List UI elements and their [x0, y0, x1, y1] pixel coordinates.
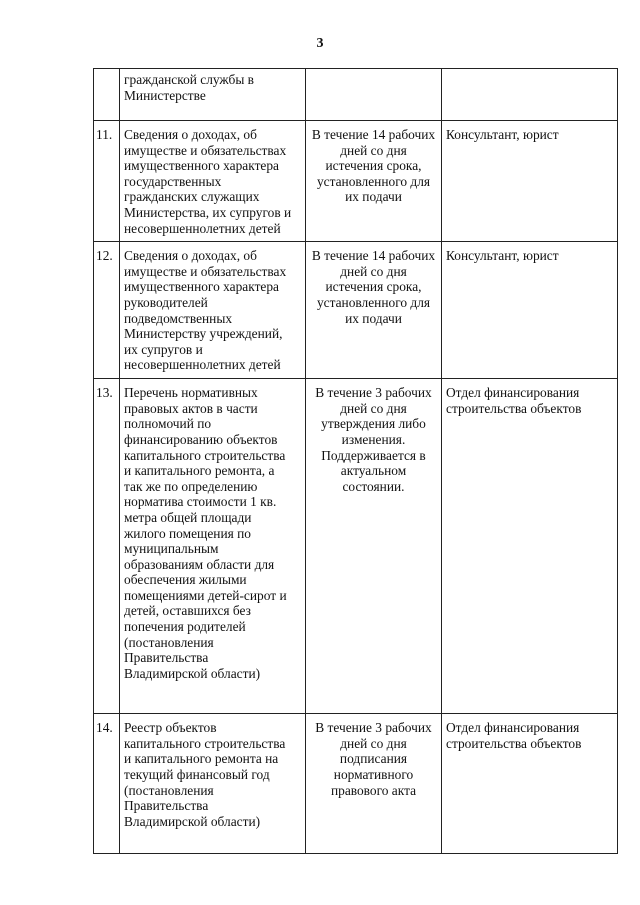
information-name-cell-line: капитального строительства [124, 447, 286, 463]
responsible-cell [442, 379, 618, 714]
information-name-cell-line: гражданской службы в [124, 72, 254, 87]
row-number-cell: 12. [94, 242, 120, 379]
information-name-cell-line: финансированию объектов [124, 431, 278, 447]
information-name-cell [120, 121, 306, 242]
information-name-cell-line: (постановления [124, 634, 214, 650]
information-name-cell-line: Министерства, их супругов и [124, 204, 292, 220]
information-name-cell-line: Перечень нормативных [124, 385, 258, 401]
responsible-cell-line: Отдел финансирования [446, 720, 580, 736]
information-name-cell-line: жилого помещения по [124, 525, 251, 541]
deadline-cell [306, 69, 442, 121]
information-name-cell-line: обеспечения жилыми [124, 572, 247, 588]
deadline-cell-line: установленного для [316, 294, 431, 310]
information-name-cell [120, 714, 306, 854]
information-name-cell-line: имущественного характера [124, 279, 279, 295]
information-name-cell-line: Сведения о доходах, об [124, 127, 257, 142]
information-name-cell-line: руководителей [124, 294, 208, 310]
information-name-cell-line: (постановления [124, 782, 214, 798]
information-name-cell [120, 242, 306, 379]
information-name-cell-line: правовых актов в части [124, 400, 258, 416]
deadline-cell-line: состоянии. [342, 478, 405, 494]
deadline-cell-line: истечения срока, [325, 279, 422, 295]
information-name-cell-line: детей, оставшихся без [124, 603, 251, 619]
deadline-cell-line: дней со дня [340, 735, 407, 751]
document-table [93, 68, 618, 854]
responsible-cell-line: Консультант, юрист [446, 127, 559, 142]
responsible-cell [442, 121, 618, 242]
deadline-cell-line: их подачи [345, 310, 402, 326]
information-name-cell-line: несовершеннолетних детей [124, 220, 281, 236]
deadline-cell [306, 379, 442, 714]
table-row [94, 69, 618, 121]
deadline-cell-line: установленного для [316, 173, 431, 189]
deadline-cell [306, 121, 442, 242]
deadline-cell [306, 714, 442, 854]
deadline-cell-line: В течение 3 рабочих [315, 720, 432, 736]
responsible-cell-line: строительства объектов [446, 400, 582, 416]
information-name-cell-line: имущественного характера [124, 158, 279, 174]
information-name-cell [120, 379, 306, 714]
information-name-cell-line: и капитального ремонта на [124, 751, 279, 767]
table-row [94, 121, 618, 242]
deadline-cell-line: Поддерживается в [321, 447, 426, 463]
information-name-cell-line: их супругов и [124, 341, 203, 357]
information-name-cell-line: капитального строительства [124, 735, 286, 751]
responsible-cell-line: Отдел финансирования [446, 385, 580, 401]
row-number-cell [94, 69, 120, 121]
row-number-cell: 11. [94, 121, 120, 242]
row-number-cell: 13. [94, 379, 120, 714]
deadline-cell-line: В течение 14 рабочих [311, 127, 436, 142]
information-name-cell-line: имуществе и обязательствах [124, 142, 287, 158]
information-name-cell-line: попечения родителей [124, 619, 246, 635]
deadline-cell-line: актуальном [340, 463, 407, 479]
information-name-cell-line: несовершеннолетних детей [124, 357, 281, 373]
deadline-cell-line: их подачи [345, 189, 402, 205]
deadline-cell-line: В течение 3 рабочих [315, 385, 432, 401]
information-name-cell-line: муниципальным [124, 541, 219, 557]
information-name-cell-line: помещениями детей-сирот и [124, 587, 287, 603]
information-name-cell [120, 69, 306, 121]
information-name-cell-line: Реестр объектов [124, 720, 217, 736]
table-row [94, 242, 618, 379]
information-name-cell-line: норматива стоимости 1 кв. [124, 494, 277, 510]
information-name-cell-line: Владимирской области) [124, 665, 261, 681]
deadline-cell-line: дней со дня [340, 400, 407, 416]
page-number: 3 [316, 36, 324, 51]
table-row [94, 714, 618, 854]
deadline-cell-line: истечения срока, [325, 158, 422, 174]
information-name-cell-line: Министерстве [124, 87, 206, 103]
responsible-cell [442, 242, 618, 379]
responsible-cell [442, 69, 618, 121]
deadline-cell-line: изменения. [341, 431, 406, 447]
information-name-cell-line: полномочий по [124, 416, 212, 432]
information-name-cell-line: метра общей площади [124, 509, 252, 525]
information-name-cell-line: и капитального ремонта, а [124, 463, 275, 479]
information-name-cell-line: так же по определению [124, 478, 258, 494]
information-name-cell-line: Министерству учреждений, [124, 326, 283, 342]
responsible-cell-line: строительства объектов [446, 735, 582, 751]
deadline-cell-line: дней со дня [340, 263, 407, 279]
row-number-cell: 14. [94, 714, 120, 854]
responsible-cell [442, 714, 618, 854]
information-name-cell-line: Сведения о доходах, об [124, 248, 257, 264]
deadline-cell [306, 242, 442, 379]
information-name-cell-line: гражданских служащих [124, 189, 260, 205]
information-name-cell-line: Правительства [124, 798, 209, 814]
information-name-cell-line: подведомственных [124, 310, 233, 326]
information-name-cell-line: Правительства [124, 650, 209, 666]
deadline-cell-line: нормативного [333, 766, 414, 782]
deadline-cell-line: подписания [339, 751, 408, 767]
information-name-cell-line: текущий финансовый год [124, 766, 270, 782]
information-name-cell-line: образованиям области для [124, 556, 275, 572]
deadline-cell-line: правового акта [330, 782, 417, 798]
deadline-cell-line: В течение 14 рабочих [311, 248, 436, 264]
deadline-cell-line: дней со дня [340, 142, 407, 158]
information-name-cell-line: Владимирской области) [124, 813, 261, 829]
information-name-cell-line: имуществе и обязательствах [124, 263, 287, 279]
deadline-cell-line: утверждения либо [321, 416, 426, 432]
responsible-cell-line: Консультант, юрист [446, 248, 559, 264]
information-name-cell-line: государственных [124, 173, 222, 189]
table-row [94, 379, 618, 714]
